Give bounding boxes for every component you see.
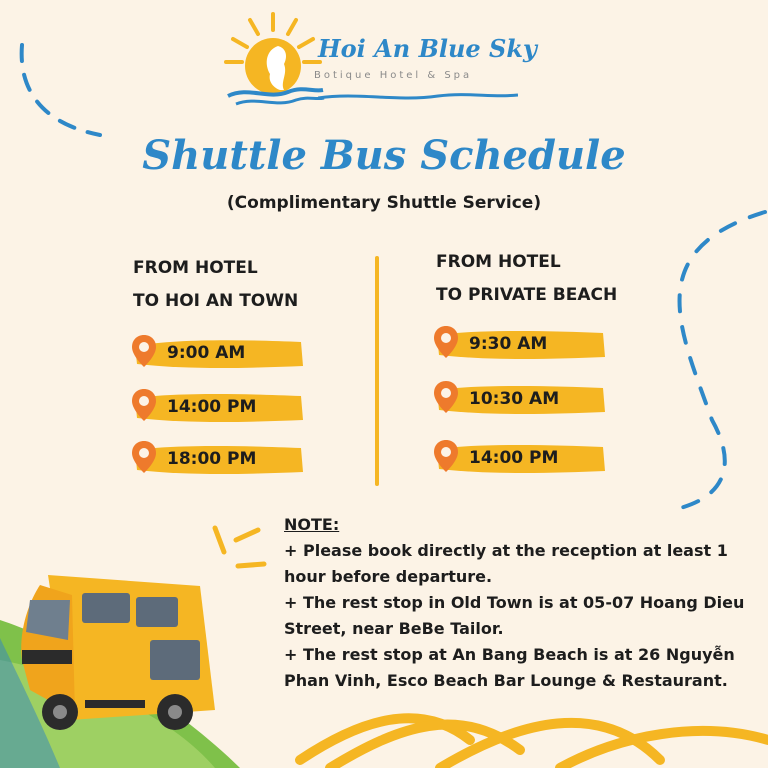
location-pin-icon — [131, 388, 157, 422]
location-pin-icon — [433, 380, 459, 414]
time-slot — [131, 332, 316, 378]
time-slot — [433, 378, 618, 424]
column-heading-line2: TO PRIVATE BEACH — [436, 285, 618, 305]
note-item: + The rest stop in Old Town is at 05-07 Hoang Dieu Street, near BeBe Tailor. — [284, 593, 745, 638]
page-title: Shuttle Bus Schedule — [142, 132, 626, 179]
note-item: + The rest stop at An Bang Beach is at 26 Nguyễn Phan Vinh, Esco Beach Bar Lounge & Restaurant. — [284, 645, 735, 690]
notes-title: NOTE: — [284, 515, 340, 534]
location-pin-icon — [131, 334, 157, 368]
logo-wave-icon — [318, 90, 518, 104]
brand-tagline: Botique Hotel & Spa — [314, 70, 473, 81]
location-pin-icon — [433, 439, 459, 473]
hotel-logo — [218, 4, 568, 114]
notes-section — [284, 512, 762, 694]
time-slot — [131, 386, 316, 432]
note-item: + Please book directly at the reception at least 1 hour before departure. — [284, 541, 728, 586]
time-slot — [131, 438, 316, 484]
column-heading-beach — [436, 246, 617, 312]
departure-time: 14:00 PM — [167, 397, 257, 417]
time-slot — [433, 437, 618, 483]
column-heading-town — [133, 252, 298, 318]
departure-time: 9:30 AM — [469, 334, 548, 354]
column-heading-line2: TO HOI AN TOWN — [133, 291, 299, 311]
column-divider — [375, 256, 379, 486]
departure-time: 14:00 PM — [469, 448, 559, 468]
time-slot — [433, 323, 618, 369]
departure-time: 9:00 AM — [167, 343, 246, 363]
brand-name: Hoi An Blue Sky — [318, 34, 537, 63]
departure-time: 10:30 AM — [469, 389, 560, 409]
location-pin-icon — [131, 440, 157, 474]
page-subtitle: (Complimentary Shuttle Service) — [226, 193, 542, 213]
column-heading-line1: FROM HOTEL — [133, 258, 258, 278]
location-pin-icon — [433, 325, 459, 359]
departure-time: 18:00 PM — [167, 449, 257, 469]
sun-logo-icon — [218, 4, 328, 114]
column-heading-line1: FROM HOTEL — [436, 252, 561, 272]
